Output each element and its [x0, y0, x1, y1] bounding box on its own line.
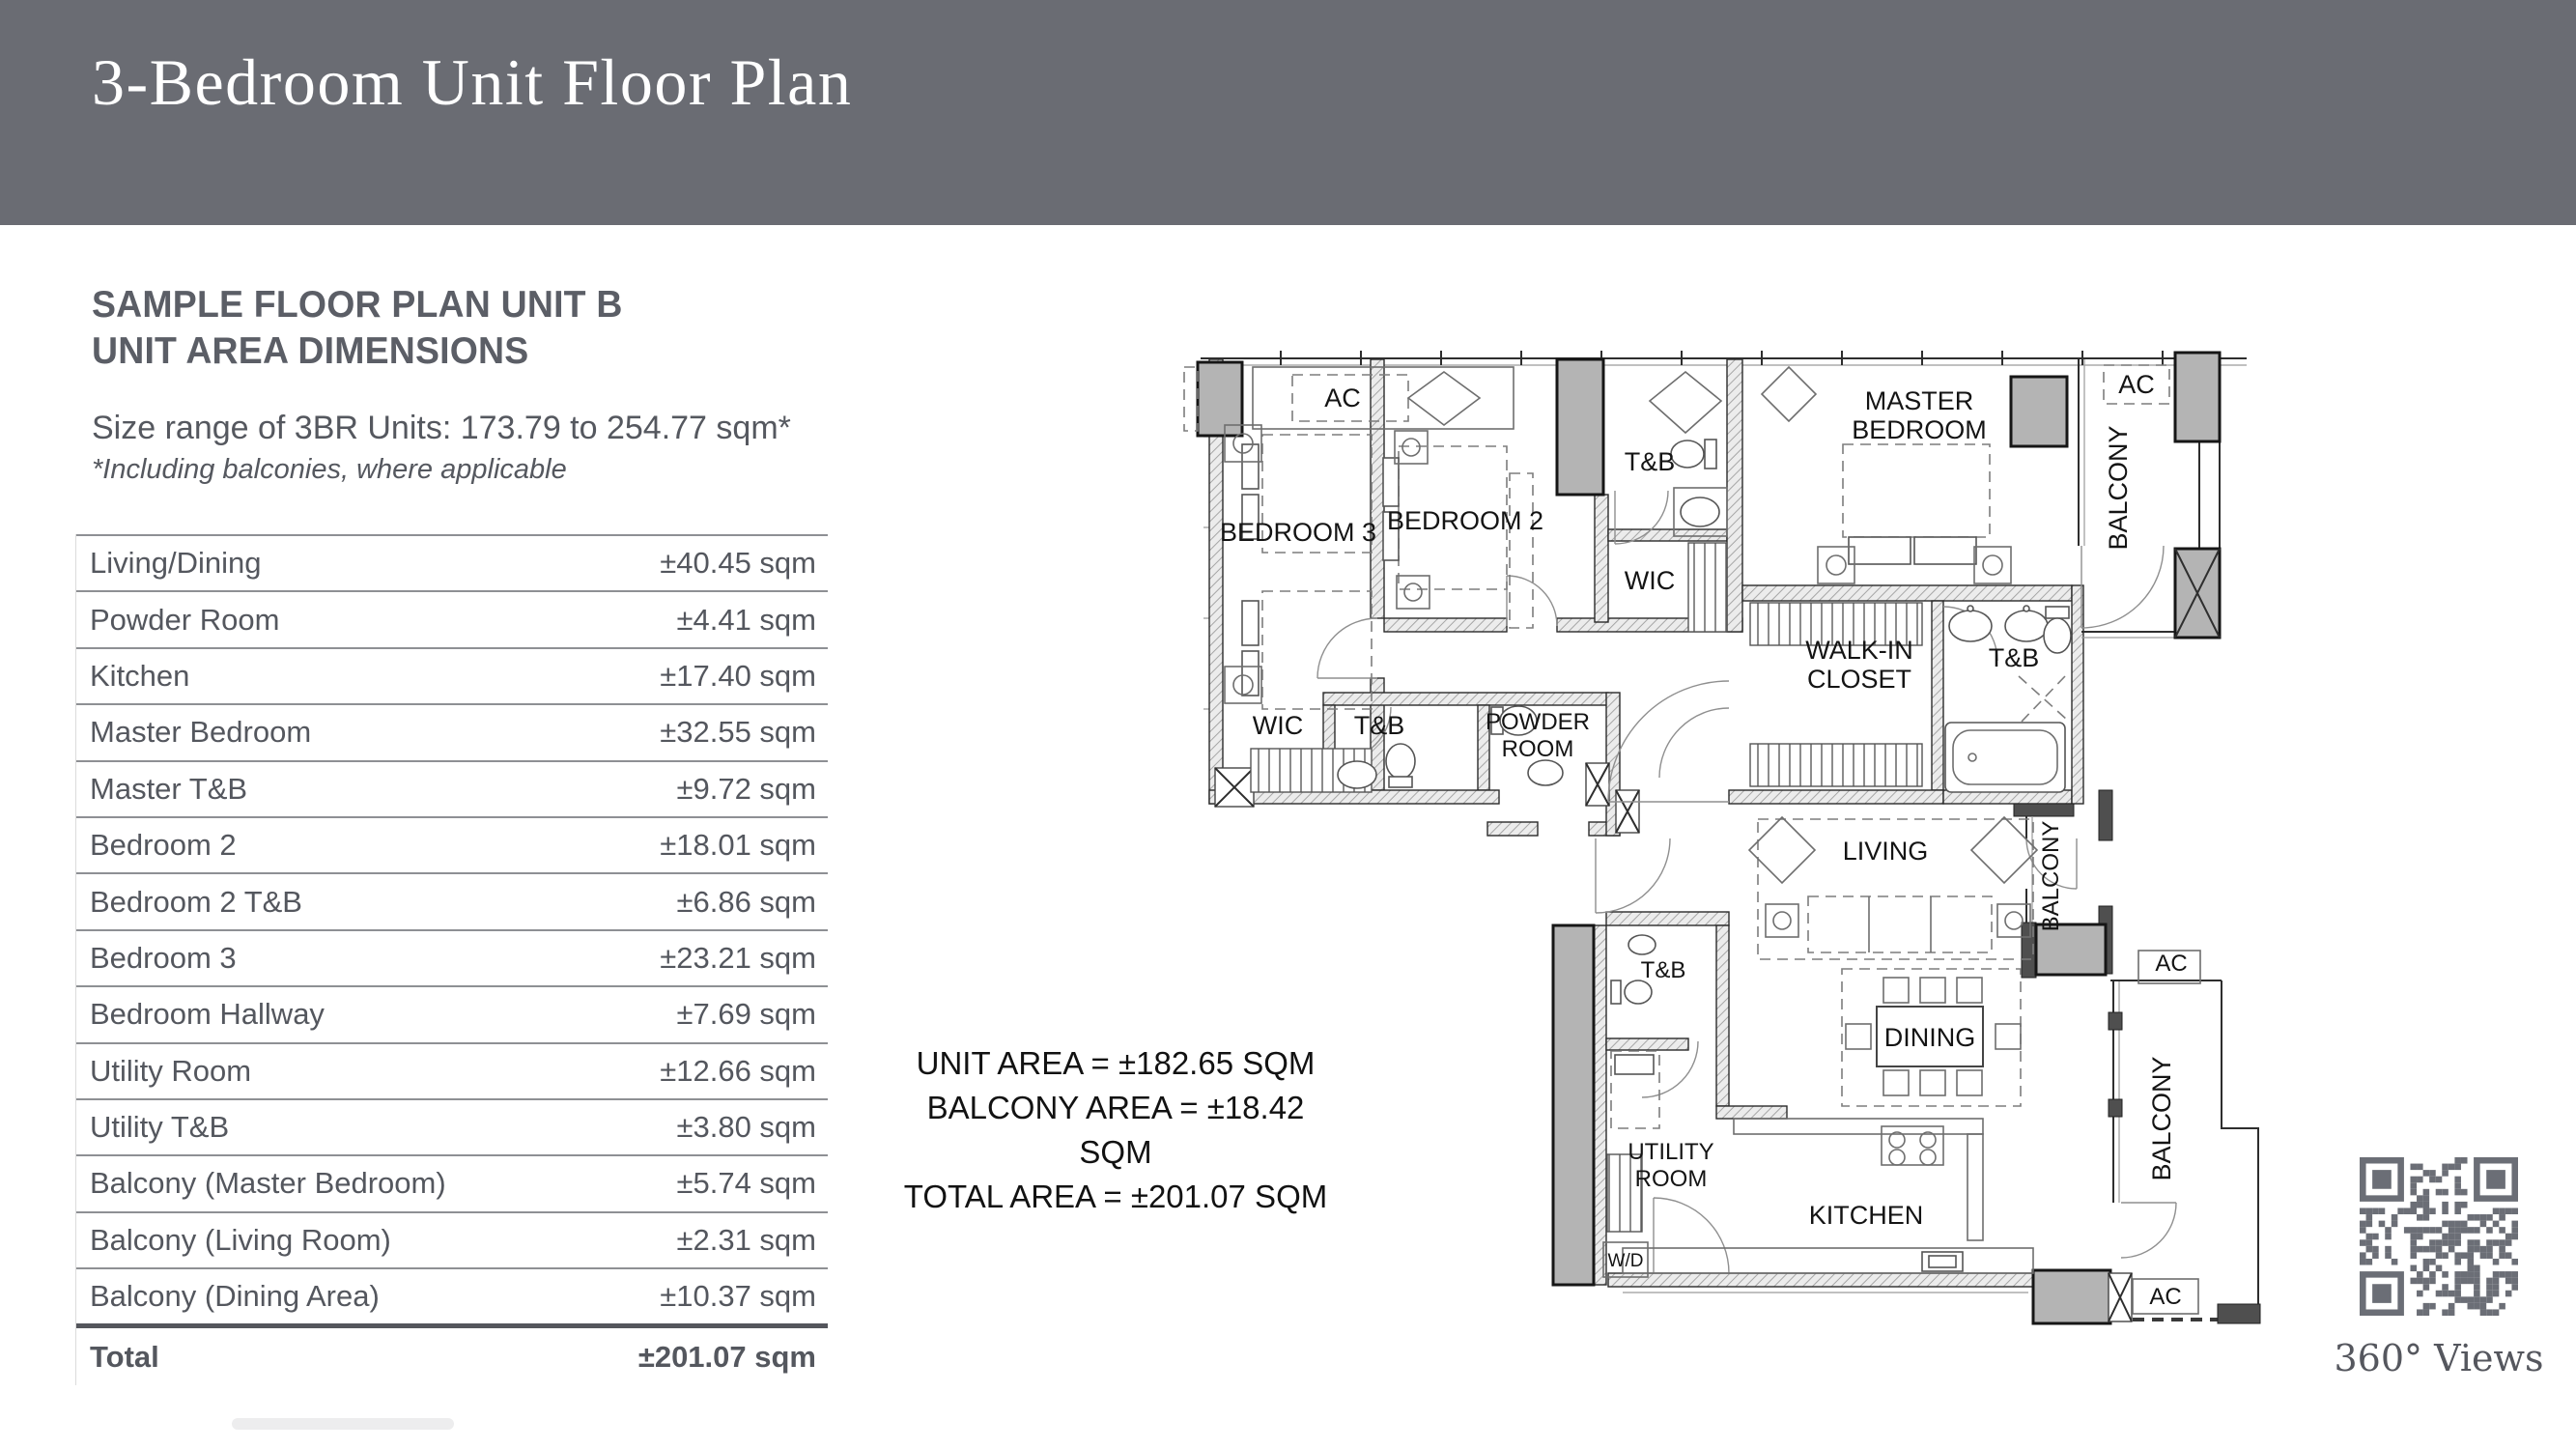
label-utility-line2: ROOM: [1634, 1166, 1708, 1192]
total-area-text: TOTAL AREA = ±201.07 SQM: [903, 1179, 1328, 1214]
sample-plan-heading-line2: UNIT AREA DIMENSIONS: [92, 330, 529, 372]
row-value: ±10.37 sqm: [660, 1279, 816, 1314]
table-row: [76, 929, 828, 985]
label-tb-master: T&B: [1988, 643, 2040, 672]
row-value: ±6.86 sqm: [676, 884, 816, 919]
table-row: [76, 1267, 828, 1323]
sample-plan-heading-line1: SAMPLE FLOOR PLAN UNIT B: [92, 284, 623, 326]
label-walkin-line1: WALK-IN: [1805, 636, 1913, 665]
label-bedroom2: BEDROOM 2: [1386, 506, 1544, 535]
label-balcony-dining: BALCONY: [2147, 1056, 2176, 1181]
label-powder-line2: ROOM: [1501, 736, 1574, 762]
table-row: [76, 703, 828, 759]
size-range-text: Size range of 3BR Units: 173.79 to 254.77 sqm*: [92, 410, 791, 446]
label-wic-bedroom2: WIC: [1624, 566, 1676, 595]
label-dining: DINING: [1883, 1023, 1976, 1052]
label-powder-line1: POWDER: [1486, 709, 1590, 735]
label-ac-bedroom3: AC: [1324, 384, 1361, 412]
table-row: [76, 816, 828, 872]
label-wic-bedroom3: WIC: [1252, 711, 1304, 740]
label-kitchen: KITCHEN: [1808, 1201, 1924, 1230]
table-row: [76, 985, 828, 1041]
unit-area-text: UNIT AREA = ±182.65 SQM: [916, 1045, 1316, 1081]
row-value: ±9.72 sqm: [676, 771, 816, 806]
label-tb-bedroom2: T&B: [1624, 447, 1676, 476]
interior-walls: [1209, 359, 2260, 1323]
label-tb-bedroom3: T&B: [1353, 711, 1405, 740]
row-value: ±23.21 sqm: [660, 940, 816, 975]
label-bedroom3: BEDROOM 3: [1219, 518, 1377, 547]
row-label: Balcony (Master Bedroom): [90, 1166, 446, 1201]
qr-block: [2313, 1157, 2564, 1379]
label-balcony-living: BALCONY: [2038, 820, 2064, 932]
table-total-row: [76, 1323, 828, 1385]
row-label: Bedroom Hallway: [90, 997, 325, 1032]
row-label: Living/Dining: [90, 546, 262, 581]
row-label: Balcony (Dining Area): [90, 1279, 380, 1314]
label-utility-line1: UTILITY: [1628, 1139, 1714, 1165]
total-value: ±201.07 sqm: [637, 1339, 816, 1374]
row-value: ±4.41 sqm: [676, 602, 816, 637]
cropped-text-artifact: [232, 1418, 454, 1430]
row-label: Bedroom 3: [90, 940, 237, 975]
row-label: Balcony (Living Room): [90, 1222, 391, 1257]
row-label: Bedroom 2: [90, 828, 237, 863]
floor-plan: [1176, 336, 2268, 1362]
total-label: Total: [90, 1339, 159, 1374]
row-value: ±18.01 sqm: [660, 828, 816, 863]
table-row: [76, 1211, 828, 1267]
row-label: Bedroom 2 T&B: [90, 884, 302, 919]
row-label: Master T&B: [90, 771, 248, 806]
page-title: 3-Bedroom Unit Floor Plan: [92, 45, 853, 119]
qr-code: [2360, 1157, 2518, 1316]
row-label: Utility T&B: [90, 1110, 230, 1145]
table-row: [76, 534, 828, 590]
row-label: Powder Room: [90, 602, 280, 637]
row-value: ±2.31 sqm: [676, 1222, 816, 1257]
unit-area-table: [75, 534, 828, 1385]
table-row: [76, 760, 828, 816]
table-row: [76, 1154, 828, 1210]
label-ac-master-balcony: AC: [2118, 370, 2155, 399]
label-ac-living-balcony: AC: [2155, 951, 2188, 977]
table-row: [76, 647, 828, 703]
row-label: Kitchen: [90, 658, 190, 693]
label-living: LIVING: [1842, 837, 1929, 866]
balcony-area-text: BALCONY AREA = ±18.42 SQM: [926, 1090, 1305, 1170]
row-value: ±32.55 sqm: [660, 715, 816, 750]
row-label: Utility Room: [90, 1053, 252, 1088]
header-bar: [0, 0, 2576, 225]
label-balcony-master: BALCONY: [2104, 425, 2133, 551]
row-value: ±12.66 sqm: [660, 1053, 816, 1088]
table-row: [76, 590, 828, 646]
row-value: ±40.45 sqm: [660, 546, 816, 581]
qr-caption: 360° Views: [2334, 1337, 2544, 1379]
row-label: Master Bedroom: [90, 715, 312, 750]
label-tb-utility: T&B: [1640, 957, 1686, 983]
row-value: ±17.40 sqm: [660, 658, 816, 693]
row-value: ±3.80 sqm: [676, 1110, 816, 1145]
label-ac-dining-balcony: AC: [2149, 1284, 2182, 1310]
table-row: [76, 872, 828, 928]
balcony-note-text: *Including balconies, where applicable: [92, 454, 567, 485]
row-value: ±5.74 sqm: [676, 1166, 816, 1201]
row-value: ±7.69 sqm: [676, 997, 816, 1032]
sample-plan-heading: [92, 282, 623, 375]
label-master-line2: BEDROOM: [1852, 415, 1987, 444]
label-walkin-line2: CLOSET: [1806, 665, 1912, 694]
table-row: [76, 1098, 828, 1154]
label-master-line1: MASTER: [1864, 386, 1974, 415]
table-row: [76, 1042, 828, 1098]
label-wd: W/D: [1607, 1251, 1644, 1271]
